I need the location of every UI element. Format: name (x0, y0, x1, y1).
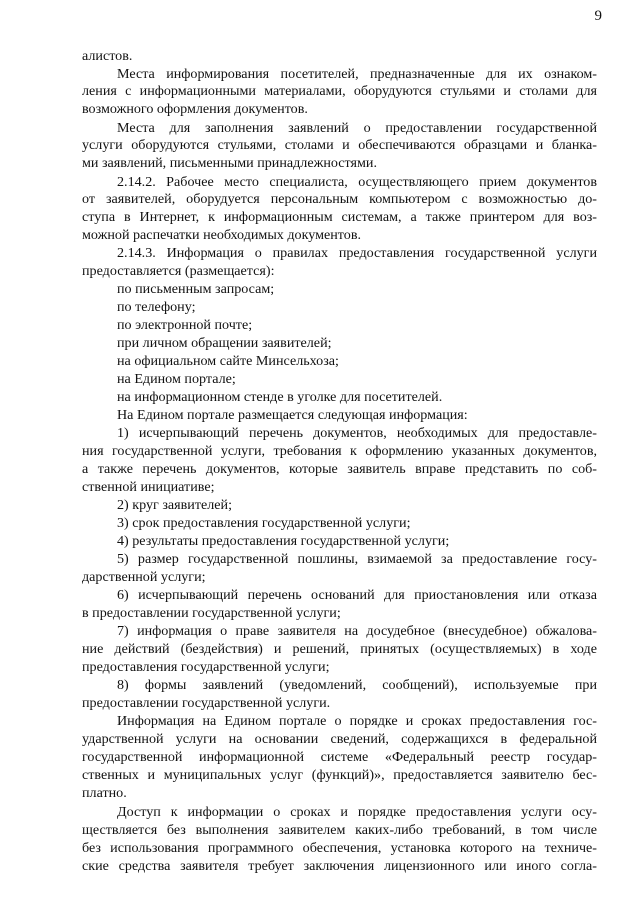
text-line: Места информирования посетителей, предназначенные для их ознаком- (117, 66, 597, 82)
text-line: можной распечатки необходимых документов. (82, 227, 362, 243)
page-number: 9 (594, 8, 602, 24)
text-line: возможного оформления документов. (82, 101, 308, 117)
text-line: 5) размер государственной пошлины, взимаемой за предоставление госу- (117, 551, 597, 567)
text-line: 2) круг заявителей; (117, 497, 232, 513)
text-line: ступа в Интернет, к информационным системам, а также принтером для воз- (82, 209, 597, 225)
text-line: на информационном стенде в уголке для посетителей. (117, 389, 443, 405)
text-line: ударственной услуги на основании сведений, содержащихся в федеральной (82, 731, 597, 747)
text-line: ния государственной услуги, требования к оформлению указанных документов, (82, 443, 597, 459)
text-line: по электронной почте; (117, 317, 253, 333)
text-line: 7) информация о праве заявителя на досудебное (внесудебное) обжалова- (117, 623, 597, 639)
text-line: предоставления государственной услуги; (82, 659, 330, 675)
text-line: ственных и муниципальных услуг (функций)», предоставляется заявителю бес- (82, 767, 597, 783)
text-line: а также перечень документов, которые заявитель вправе представить по соб- (82, 461, 597, 477)
text-line: ми заявлений, письменными принадлежностями. (82, 155, 377, 171)
text-line: на официальном сайте Минсельхоза; (117, 353, 339, 369)
text-line: по письменным запросам; (117, 281, 275, 297)
text-line: в предоставлении государственной услуги; (82, 605, 341, 621)
text-line: Доступ к информации о сроках и порядке предоставления услуги осу- (117, 804, 597, 820)
text-line: без использования программного обеспечения, установка которого на техниче- (82, 840, 597, 856)
text-line: 2.14.2. Рабочее место специалиста, осуществляющего прием документов (117, 174, 597, 190)
text-line: ние действий (бездействия) и решений, принятых (осуществляемых) в ходе (82, 641, 597, 657)
text-line: ственной инициативе; (82, 479, 215, 495)
text-line: дарственной услуги; (82, 569, 206, 585)
text-line: 4) результаты предоставления государственной услуги; (117, 533, 450, 549)
text-line: на Едином портале; (117, 371, 236, 387)
text-line: услуги оборудуются стульями, столами и обеспечиваются образцами и бланка- (82, 137, 597, 153)
text-line: предоставляется (размещается): (82, 263, 275, 279)
text-line: 6) исчерпывающий перечень оснований для приостановления или отказа (117, 587, 597, 603)
text-line: ления с информационными материалами, оборудуются стульями и столами для (82, 83, 597, 99)
text-line: Информация на Едином портале о порядке и сроках предоставления гос- (117, 713, 597, 729)
text-line: 2.14.3. Информация о правилах предоставления государственной услуги (117, 245, 597, 261)
text-line: при личном обращении заявителей; (117, 335, 332, 351)
text-line: платно. (82, 785, 127, 801)
text-line: государственной информационной системе «Федеральный реестр государ- (82, 749, 597, 765)
text-line: 1) исчерпывающий перечень документов, необходимых для предоставле- (117, 425, 597, 441)
text-line: предоставлении государственной услуги. (82, 695, 331, 711)
text-line: ские средства заявителя требует заключения лицензионного или иного согла- (82, 858, 597, 874)
text-line: алистов. (82, 48, 133, 64)
text-line: Места для заполнения заявлений о предоставлении государственной (117, 120, 597, 136)
text-line: по телефону; (117, 299, 196, 315)
text-line: ществляется без выполнения заявителем каких-либо требований, в том числе (82, 822, 597, 838)
text-line: 3) срок предоставления государственной услуги; (117, 515, 411, 531)
text-line: от заявителей, оборудуется персональным компьютером с возможностью до- (82, 191, 597, 207)
text-line: На Едином портале размещается следующая информация: (117, 407, 468, 423)
text-line: 8) формы заявлений (уведомлений, сообщений), используемые при (117, 677, 597, 693)
